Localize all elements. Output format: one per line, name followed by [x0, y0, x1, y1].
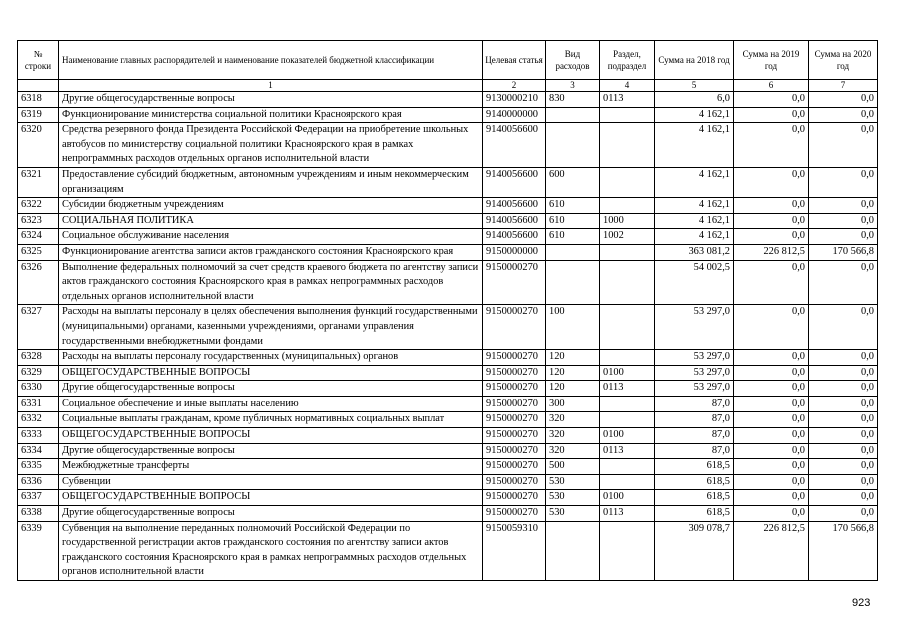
row-section — [600, 107, 655, 123]
row-sum-2019: 0,0 — [734, 412, 809, 428]
row-expense-kind: 320 — [546, 443, 600, 459]
row-name: Другие общегосударственные вопросы — [59, 506, 483, 522]
row-number: 6323 — [18, 213, 59, 229]
column-number-row — [18, 80, 878, 92]
row-sum-2018: 87,0 — [655, 443, 734, 459]
row-sum-2019: 0,0 — [734, 305, 809, 350]
row-sum-2020: 0,0 — [809, 123, 878, 168]
row-target-article: 9150000270 — [483, 459, 546, 475]
row-name: Функционирование министерства социальной политики Красноярского края — [59, 107, 483, 123]
row-name: Субсидии бюджетным учреждениям — [59, 198, 483, 214]
row-expense-kind — [546, 123, 600, 168]
row-target-article: 9140000000 — [483, 107, 546, 123]
row-sum-2019: 0,0 — [734, 167, 809, 197]
column-number — [18, 80, 59, 92]
row-sum-2020: 0,0 — [809, 92, 878, 108]
row-sum-2019: 0,0 — [734, 229, 809, 245]
column-number: 4 — [600, 80, 655, 92]
row-number: 6324 — [18, 229, 59, 245]
row-target-article: 9150000270 — [483, 490, 546, 506]
row-sum-2020: 0,0 — [809, 381, 878, 397]
row-target-article: 9150000270 — [483, 412, 546, 428]
row-number: 6330 — [18, 381, 59, 397]
row-target-article: 9150000270 — [483, 474, 546, 490]
row-sum-2019: 0,0 — [734, 396, 809, 412]
column-number: 6 — [734, 80, 809, 92]
table-row — [18, 412, 878, 428]
table-row — [18, 350, 878, 366]
row-expense-kind — [546, 521, 600, 580]
table-row — [18, 506, 878, 522]
header-row — [18, 41, 878, 80]
row-target-article: 9140056600 — [483, 123, 546, 168]
row-section: 0100 — [600, 428, 655, 444]
row-name: ОБЩЕГОСУДАРСТВЕННЫЕ ВОПРОСЫ — [59, 365, 483, 381]
row-sum-2019: 0,0 — [734, 107, 809, 123]
row-section — [600, 350, 655, 366]
row-target-article: 9150000270 — [483, 305, 546, 350]
row-sum-2020: 0,0 — [809, 260, 878, 305]
row-expense-kind: 120 — [546, 365, 600, 381]
row-sum-2020: 0,0 — [809, 305, 878, 350]
row-expense-kind — [546, 107, 600, 123]
table-row — [18, 474, 878, 490]
row-target-article: 9150000270 — [483, 506, 546, 522]
row-sum-2020: 0,0 — [809, 229, 878, 245]
row-target-article: 9150000270 — [483, 350, 546, 366]
row-sum-2018: 54 002,5 — [655, 260, 734, 305]
row-target-article: 9140056600 — [483, 167, 546, 197]
row-section: 1002 — [600, 229, 655, 245]
row-sum-2019: 0,0 — [734, 198, 809, 214]
table-row — [18, 365, 878, 381]
row-sum-2019: 0,0 — [734, 350, 809, 366]
row-section — [600, 244, 655, 260]
row-expense-kind: 610 — [546, 213, 600, 229]
row-number: 6321 — [18, 167, 59, 197]
row-sum-2019: 0,0 — [734, 260, 809, 305]
row-sum-2020: 0,0 — [809, 213, 878, 229]
row-target-article: 9150000270 — [483, 365, 546, 381]
row-sum-2018: 53 297,0 — [655, 350, 734, 366]
row-section — [600, 198, 655, 214]
row-name: Функционирование агентства записи актов гражданского состояния Красноярского края — [59, 244, 483, 260]
table-row — [18, 213, 878, 229]
row-section: 0113 — [600, 92, 655, 108]
row-section — [600, 521, 655, 580]
row-target-article: 9150000270 — [483, 396, 546, 412]
header-sum-2020: Сумма на 2020 год — [809, 41, 878, 80]
row-section: 0100 — [600, 365, 655, 381]
row-name: Субвенции — [59, 474, 483, 490]
row-expense-kind: 600 — [546, 167, 600, 197]
row-target-article: 9130000210 — [483, 92, 546, 108]
header-sum-2019: Сумма на 2019 год — [734, 41, 809, 80]
column-number: 1 — [59, 80, 483, 92]
row-number: 6335 — [18, 459, 59, 475]
row-number: 6331 — [18, 396, 59, 412]
row-section — [600, 459, 655, 475]
row-sum-2019: 226 812,5 — [734, 244, 809, 260]
row-name: Социальное обслуживание населения — [59, 229, 483, 245]
row-sum-2020: 0,0 — [809, 107, 878, 123]
row-name: СОЦИАЛЬНАЯ ПОЛИТИКА — [59, 213, 483, 229]
row-sum-2019: 0,0 — [734, 213, 809, 229]
table-row — [18, 490, 878, 506]
table-row — [18, 229, 878, 245]
table-row — [18, 92, 878, 108]
row-target-article: 9140056600 — [483, 213, 546, 229]
row-sum-2020: 0,0 — [809, 396, 878, 412]
row-number: 6326 — [18, 260, 59, 305]
row-number: 6336 — [18, 474, 59, 490]
row-expense-kind — [546, 260, 600, 305]
row-number: 6322 — [18, 198, 59, 214]
row-name: ОБЩЕГОСУДАРСТВЕННЫЕ ВОПРОСЫ — [59, 428, 483, 444]
row-sum-2018: 363 081,2 — [655, 244, 734, 260]
header-sum-2018: Сумма на 2018 год — [655, 41, 734, 80]
row-sum-2020: 0,0 — [809, 365, 878, 381]
row-name: ОБЩЕГОСУДАРСТВЕННЫЕ ВОПРОСЫ — [59, 490, 483, 506]
row-expense-kind — [546, 244, 600, 260]
page-number: 923 — [852, 597, 871, 609]
row-number: 6333 — [18, 428, 59, 444]
row-number: 6332 — [18, 412, 59, 428]
row-section: 1000 — [600, 213, 655, 229]
header-target-article: Целевая статья — [483, 41, 546, 80]
row-sum-2018: 4 162,1 — [655, 198, 734, 214]
header-name: Наименование главных распорядителей и наименование показателей бюджетной классификации — [59, 41, 483, 80]
row-number: 6328 — [18, 350, 59, 366]
row-sum-2018: 4 162,1 — [655, 167, 734, 197]
row-name: Субвенция на выполнение переданных полномочий Российской Федерации по государственной регистрации актов гражданского состояния по агентству записи актов гражданского состояния Красноярского края в рамках непрограммных расходов отдельных органов исполнительной власти — [59, 521, 483, 580]
row-sum-2020: 0,0 — [809, 428, 878, 444]
row-sum-2018: 87,0 — [655, 428, 734, 444]
row-name: Межбюджетные трансферты — [59, 459, 483, 475]
row-sum-2020: 0,0 — [809, 474, 878, 490]
row-target-article: 9150000270 — [483, 428, 546, 444]
row-sum-2018: 53 297,0 — [655, 365, 734, 381]
row-sum-2019: 0,0 — [734, 123, 809, 168]
row-target-article: 9140056600 — [483, 198, 546, 214]
row-name: Другие общегосударственные вопросы — [59, 443, 483, 459]
row-expense-kind: 830 — [546, 92, 600, 108]
row-number: 6318 — [18, 92, 59, 108]
row-section: 0100 — [600, 490, 655, 506]
row-sum-2019: 0,0 — [734, 443, 809, 459]
row-sum-2019: 0,0 — [734, 365, 809, 381]
table-row — [18, 428, 878, 444]
row-section — [600, 396, 655, 412]
row-name: Социальное обеспечение и иные выплаты населению — [59, 396, 483, 412]
table-row — [18, 459, 878, 475]
row-number: 6339 — [18, 521, 59, 580]
row-sum-2019: 226 812,5 — [734, 521, 809, 580]
row-sum-2018: 53 297,0 — [655, 305, 734, 350]
row-sum-2019: 0,0 — [734, 490, 809, 506]
table-row — [18, 198, 878, 214]
row-name: Расходы на выплаты персоналу в целях обеспечения выполнения функций государственными (муниципальными) органами, казенными учреждениями, органами управления государственными внебюджетными фондами — [59, 305, 483, 350]
row-section: 0113 — [600, 506, 655, 522]
row-sum-2018: 309 078,7 — [655, 521, 734, 580]
row-sum-2019: 0,0 — [734, 506, 809, 522]
table-row — [18, 521, 878, 580]
row-expense-kind: 120 — [546, 350, 600, 366]
row-sum-2020: 0,0 — [809, 412, 878, 428]
row-name: Другие общегосударственные вопросы — [59, 92, 483, 108]
row-section — [600, 412, 655, 428]
row-sum-2018: 87,0 — [655, 412, 734, 428]
row-section — [600, 167, 655, 197]
row-sum-2018: 4 162,1 — [655, 123, 734, 168]
row-sum-2018: 618,5 — [655, 506, 734, 522]
column-number: 5 — [655, 80, 734, 92]
row-sum-2018: 4 162,1 — [655, 213, 734, 229]
row-expense-kind: 610 — [546, 198, 600, 214]
row-section — [600, 305, 655, 350]
table-row — [18, 244, 878, 260]
row-number: 6320 — [18, 123, 59, 168]
header-expense-kind: Вид расходов — [546, 41, 600, 80]
row-target-article: 9150000000 — [483, 244, 546, 260]
row-sum-2018: 4 162,1 — [655, 229, 734, 245]
row-expense-kind: 100 — [546, 305, 600, 350]
row-sum-2020: 170 566,8 — [809, 244, 878, 260]
row-section: 0113 — [600, 381, 655, 397]
row-sum-2020: 0,0 — [809, 443, 878, 459]
row-name: Расходы на выплаты персоналу государственных (муниципальных) органов — [59, 350, 483, 366]
row-section: 0113 — [600, 443, 655, 459]
table-body — [18, 92, 878, 581]
row-sum-2018: 6,0 — [655, 92, 734, 108]
table-row — [18, 107, 878, 123]
row-expense-kind: 120 — [546, 381, 600, 397]
row-number: 6327 — [18, 305, 59, 350]
column-number: 3 — [546, 80, 600, 92]
row-sum-2020: 0,0 — [809, 490, 878, 506]
row-number: 6334 — [18, 443, 59, 459]
row-number: 6337 — [18, 490, 59, 506]
table-row — [18, 305, 878, 350]
row-sum-2019: 0,0 — [734, 92, 809, 108]
row-expense-kind: 530 — [546, 506, 600, 522]
row-target-article: 9150000270 — [483, 443, 546, 459]
row-target-article: 9140056600 — [483, 229, 546, 245]
row-sum-2018: 618,5 — [655, 474, 734, 490]
row-target-article: 9150000270 — [483, 381, 546, 397]
row-section — [600, 260, 655, 305]
row-sum-2018: 618,5 — [655, 490, 734, 506]
table-row — [18, 443, 878, 459]
row-number: 6319 — [18, 107, 59, 123]
row-name: Средства резервного фонда Президента Российской Федерации на приобретение школьных автобусов по министерству социальной политики Красноярского края в рамках непрограммных расходов отдельных органов исполнительной власти — [59, 123, 483, 168]
row-section — [600, 474, 655, 490]
row-expense-kind: 320 — [546, 428, 600, 444]
row-sum-2020: 0,0 — [809, 506, 878, 522]
row-sum-2018: 87,0 — [655, 396, 734, 412]
row-sum-2019: 0,0 — [734, 381, 809, 397]
table-row — [18, 396, 878, 412]
row-expense-kind: 610 — [546, 229, 600, 245]
row-sum-2020: 0,0 — [809, 198, 878, 214]
table-row — [18, 167, 878, 197]
table-header — [18, 41, 878, 92]
row-sum-2020: 0,0 — [809, 350, 878, 366]
row-sum-2020: 170 566,8 — [809, 521, 878, 580]
row-expense-kind: 320 — [546, 412, 600, 428]
row-expense-kind: 300 — [546, 396, 600, 412]
table-row — [18, 381, 878, 397]
row-name: Другие общегосударственные вопросы — [59, 381, 483, 397]
row-sum-2019: 0,0 — [734, 474, 809, 490]
row-sum-2019: 0,0 — [734, 428, 809, 444]
row-number: 6325 — [18, 244, 59, 260]
row-expense-kind: 530 — [546, 490, 600, 506]
row-sum-2018: 4 162,1 — [655, 107, 734, 123]
row-number: 6329 — [18, 365, 59, 381]
column-number: 2 — [483, 80, 546, 92]
row-expense-kind: 500 — [546, 459, 600, 475]
budget-table — [17, 40, 878, 581]
row-name: Предоставление субсидий бюджетным, автономным учреждениям и иным некоммерческим организациям — [59, 167, 483, 197]
row-target-article: 9150000270 — [483, 260, 546, 305]
header-section: Раздел, подраздел — [600, 41, 655, 80]
row-name: Выполнение федеральных полномочий за счет средств краевого бюджета по агентству записи актов гражданского состояния Красноярского края в рамках непрограммных расходов отдельных органов исполнительной власти — [59, 260, 483, 305]
row-target-article: 9150059310 — [483, 521, 546, 580]
row-section — [600, 123, 655, 168]
column-number: 7 — [809, 80, 878, 92]
row-number: 6338 — [18, 506, 59, 522]
table-row — [18, 260, 878, 305]
row-sum-2018: 618,5 — [655, 459, 734, 475]
row-sum-2020: 0,0 — [809, 459, 878, 475]
row-name: Социальные выплаты гражданам, кроме публичных нормативных социальных выплат — [59, 412, 483, 428]
header-row-number: № строки — [18, 41, 59, 80]
table-row — [18, 123, 878, 168]
row-sum-2019: 0,0 — [734, 459, 809, 475]
row-sum-2020: 0,0 — [809, 167, 878, 197]
row-expense-kind: 530 — [546, 474, 600, 490]
row-sum-2018: 53 297,0 — [655, 381, 734, 397]
